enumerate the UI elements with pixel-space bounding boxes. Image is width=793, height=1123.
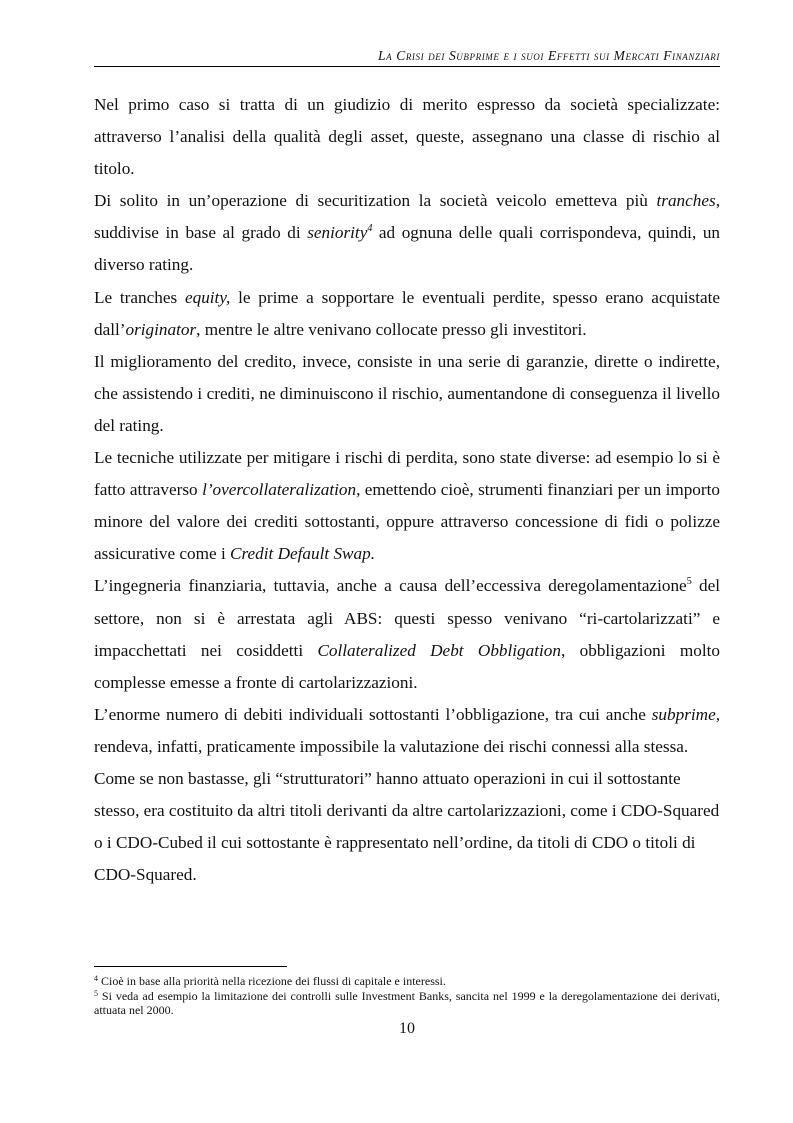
body-text bbox=[94, 89, 720, 891]
paragraph-7: L’enorme numero di debiti individuali sottostanti l’obbligazione, tra cui anche subprime, rendeva, infatti, praticamente impossibile la valutazione dei rischi connessi alla stessa. bbox=[94, 704, 720, 756]
header-rule bbox=[94, 66, 720, 67]
footnote-5: $^5$ Si veda ad esempio la limitazione dei controlli sulle Investment Banks, sancita nel 1999 e la deregolamentazione dei derivati, attuata nel 2000. bbox=[94, 988, 720, 1017]
paragraph-2: Di solito in un’operazione di securitization la società veicolo emetteva più tranches, suddivise in base al grado di seniority$^4$ ad ognuna delle quali corrispondeva, quindi, un diverso rating. bbox=[94, 191, 721, 275]
paragraph-3: Le tranches equity, le prime a sopportare le eventuali perdite, spesso erano acquistate dall’originator, mentre le altre venivano collocate presso gli investitori. bbox=[94, 287, 720, 339]
footnotes bbox=[94, 974, 720, 1018]
page-number: 10 bbox=[399, 1020, 415, 1037]
paragraph-8: Come se non bastasse, gli “strutturatori” hanno attuato operazioni in cui il sottostante stesso, era costituito da altri titoli derivanti da altre cartolarizzazioni, come i CDO-Squared o i CDO-Cubed il cui sottostante è rappresentato nell’ordine, da titoli di CDO o titoli di CDO-Squared. bbox=[94, 768, 720, 885]
paragraph-4: Il miglioramento del credito, invece, consiste in una serie di garanzie, dirette o indirette, che assistendo i crediti, ne diminuiscono il rischio, aumentandone di conseguenza il livello del rating. bbox=[94, 351, 720, 435]
footnote-4: $^4$ Cioè in base alla priorità nella ricezione dei flussi di capitale e interessi. bbox=[94, 974, 446, 988]
paragraph-6: L’ingegneria finanziaria, tuttavia, anche a causa dell’eccessiva deregolamentazione$^5$ del settore, non si è arrestata agli ABS: questi spesso venivano “ri-cartolarizzati” e impacchettati nei cosiddetti Collateralized Debt Obbligation, obbligazioni molto complesse emesse a fronte di cartolarizzazioni. bbox=[94, 576, 721, 692]
running-header: La Crisi dei Subprime e i suoi Effetti sui Mercati Finanziari bbox=[378, 48, 720, 63]
footnote-ref-4: 4 bbox=[367, 223, 373, 235]
footnote-ref-5: 5 bbox=[686, 576, 692, 588]
paragraph-1: Nel primo caso si tratta di un giudizio di merito espresso da società specializzate: attraverso l’analisi della qualità degli asset, queste, assegnano una classe di rischio al titolo. bbox=[94, 95, 720, 179]
paragraph-5: Le tecniche utilizzate per mitigare i rischi di perdita, sono state diverse: ad esempio lo si è fatto attraverso l’overcollateralization, emettendo cioè, strumenti finanziari per un importo minore del valore dei crediti sottostanti, oppure attraverso concessione di fidi o polizze assicurative come i Credit Default Swap. bbox=[94, 448, 720, 564]
footnote-rule bbox=[94, 966, 287, 967]
